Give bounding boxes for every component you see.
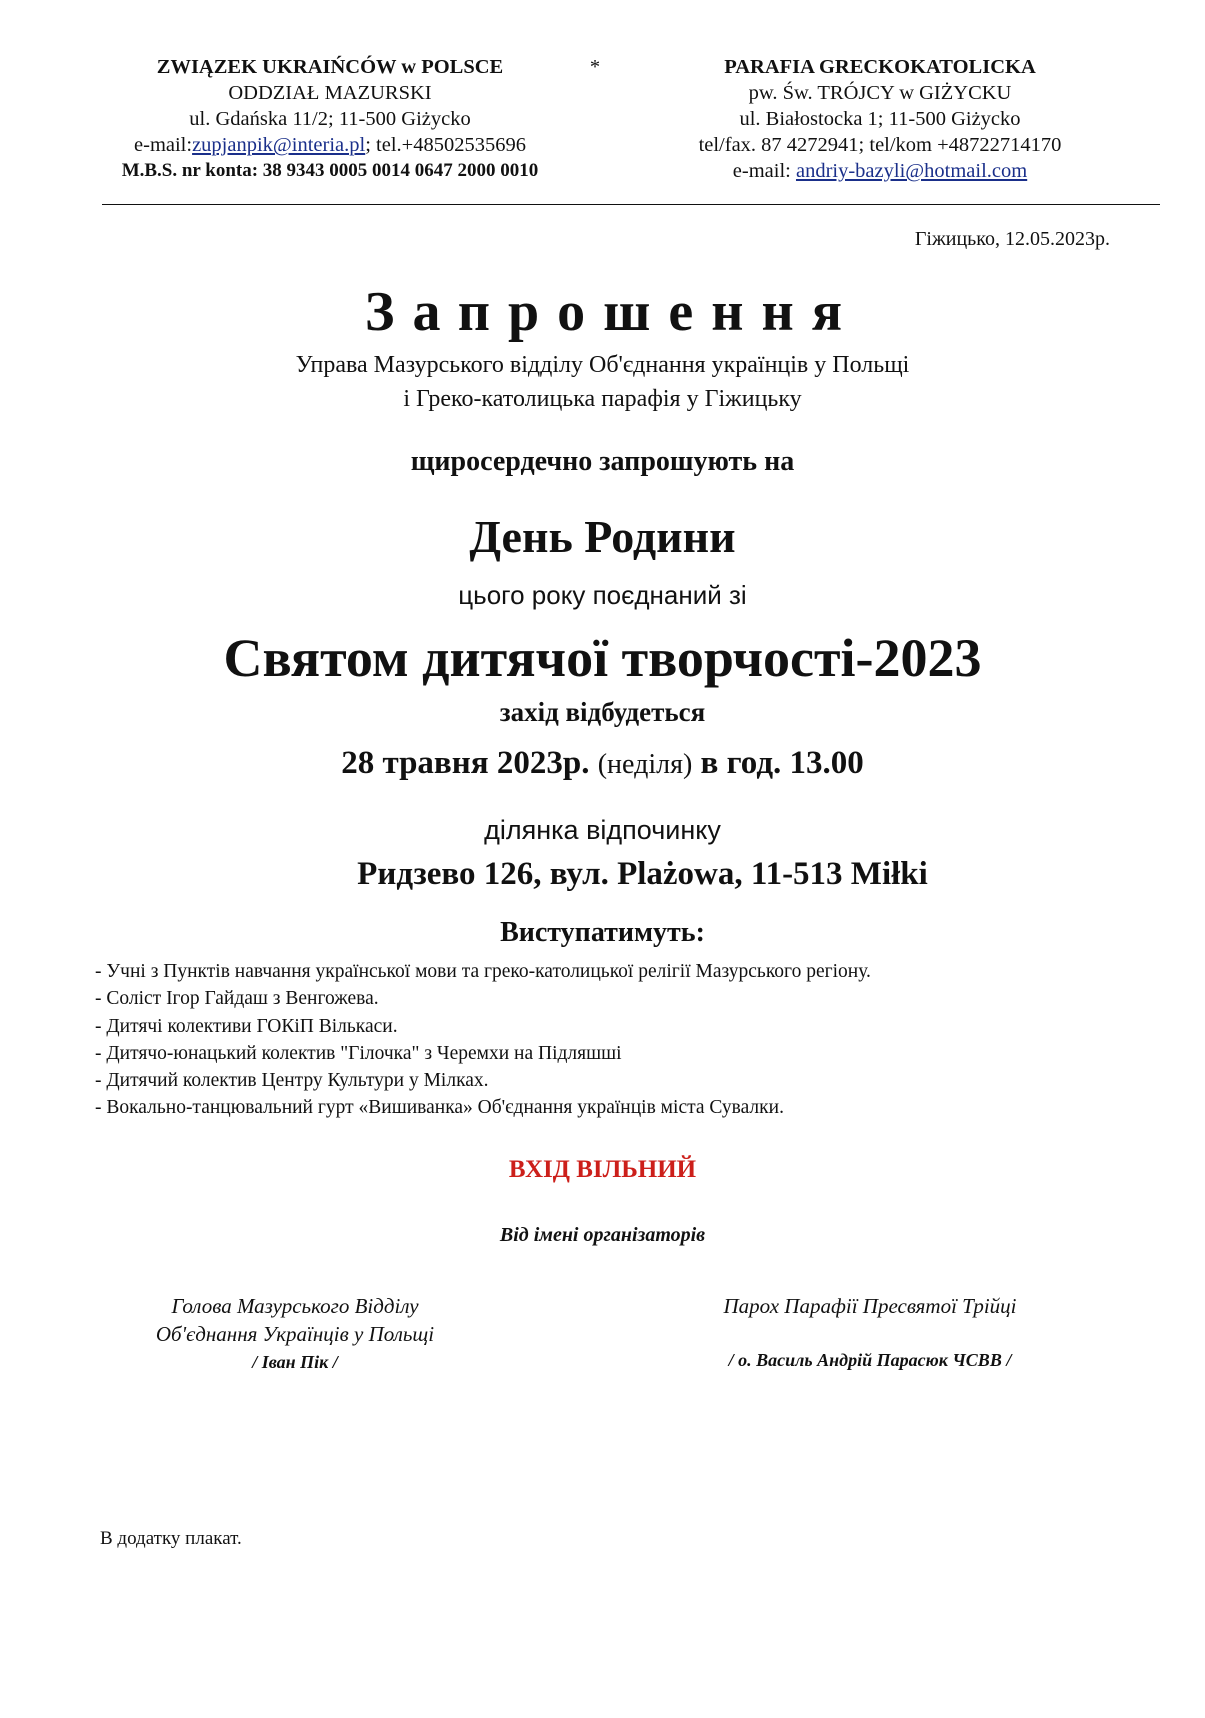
signature-left-title-1: Голова Мазурського Відділу [171, 1294, 419, 1318]
event-name: День Родини [469, 511, 736, 562]
contact-right: e-mail: andriy-bazyli@hotmail.com [732, 160, 1028, 182]
free-entry: ВХІД ВІЛЬНИЙ [508, 1156, 697, 1183]
list-item: - Дитячі колективи ГОКіП Вількаси. [95, 1015, 398, 1037]
signature-right [660, 1292, 1080, 1374]
list-item: - Дитячо-юнацький колектив "Гілочка" з Черемхи на Підляшші [95, 1042, 622, 1064]
time-label: в год. [700, 745, 782, 781]
on-behalf-line: Від імені організаторів [499, 1224, 706, 1246]
signature-right-title: Парох Парафії Пресвятої Трійці [723, 1294, 1017, 1318]
header-separator: * [589, 56, 601, 78]
address-right: ul. Białostocka 1; 11-500 Giżycko [739, 108, 1021, 130]
email-link-right[interactable]: andriy-bazyli@hotmail.com [795, 160, 1028, 182]
performers-heading: Виступатимуть: [500, 917, 705, 948]
invitation-title: Запрошення [364, 281, 861, 343]
list-item: - Дитячий колектив Центру Культури у Мілках. [95, 1070, 489, 1092]
intro-line-1: Управа Мазурського відділу Об'єднання українців у Польщі [295, 352, 910, 378]
venue-type: ділянка відпочинку [484, 815, 721, 845]
header-left-block [100, 54, 560, 184]
event-address: Ридзево 126, вул. Plażowa, 11-513 Miłki [357, 856, 928, 892]
header-divider [102, 204, 1160, 205]
invite-line: щиросердечно запрошують на [410, 446, 795, 477]
address-left: ul. Gdańska 11/2; 11-500 Giżycko [189, 108, 471, 130]
combined-line: цього року поєднаний зі [458, 580, 747, 610]
will-take-place: захід відбудеться [499, 697, 706, 727]
phone-right: tel/fax. 87 4272941; tel/kom +48722714170 [698, 134, 1062, 156]
festival-name: Святом дитячої творчості-2023 [223, 628, 982, 688]
attachment-note: В додатку плакат. [100, 1528, 242, 1549]
date-line: Гіжицько, 12.05.2023р. [914, 228, 1110, 250]
signature-left-title-2: Об'єднання Українців у Польщі [155, 1322, 435, 1346]
branch-name: ODDZIAŁ MAZURSKI [228, 82, 432, 104]
list-item: - Соліст Ігор Гайдаш з Венгожева. [95, 988, 379, 1010]
signature-left [100, 1292, 490, 1376]
org-name-left: ZWIĄZEK UKRAIŃCÓW w POLSCE [156, 56, 504, 78]
event-datetime [0, 745, 1205, 782]
event-time: 13.00 [789, 745, 864, 781]
contact-left: e-mail:zupjanpik@interia.pl; tel.+48502535696 [134, 134, 526, 156]
bank-account: M.B.S. nr konta: 38 9343 0005 0014 0647 2000 0010 [121, 160, 539, 181]
event-weekday: (неділя) [597, 749, 693, 780]
signature-left-name: / Іван Пік / [252, 1352, 338, 1372]
intro-line-2: і Греко-католицька парафія у Гіжицьку [403, 386, 802, 412]
performers-list [95, 958, 871, 1122]
org-name-right: PARAFIA GRECKOKATOLICKA [724, 56, 1036, 78]
email-link-left[interactable]: zupjanpik@interia.pl [192, 134, 366, 156]
list-item: - Вокально-танцювальний гурт «Вишиванка» Об'єднання українців міста Сувалки. [95, 1097, 784, 1119]
header-right-block [640, 54, 1120, 184]
church-name: pw. Św. TRÓJCY w GIŻYCKU [748, 82, 1012, 104]
list-item: - Учні з Пунктів навчання української мови та греко-католицької релігії Мазурського регіону. [95, 961, 871, 982]
signature-right-name: / о. Василь Андрій Парасюк ЧСВВ / [728, 1350, 1012, 1370]
event-date: 28 травня 2023р. [341, 745, 590, 781]
